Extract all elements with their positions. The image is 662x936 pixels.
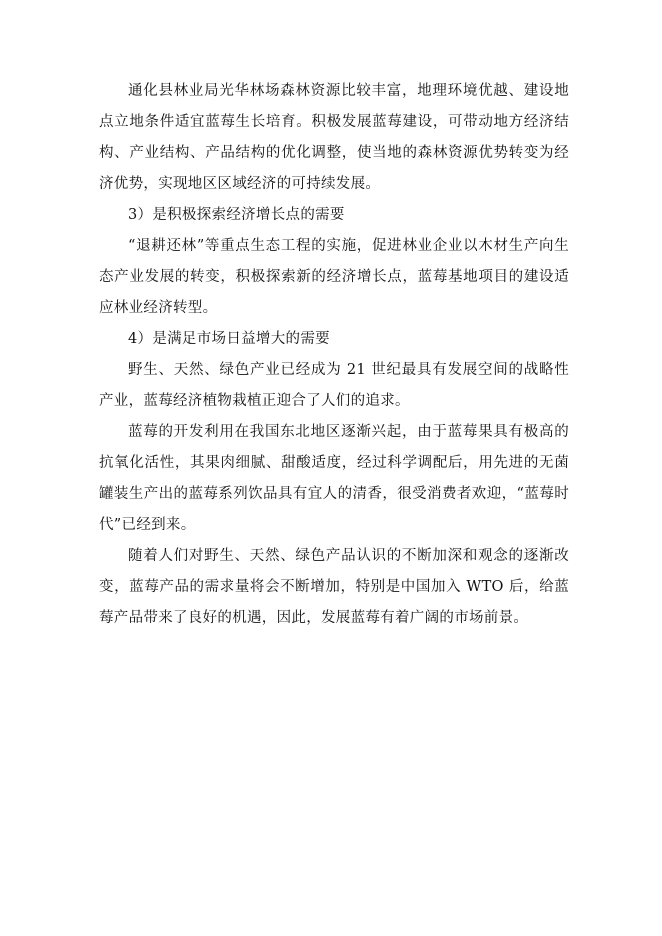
paragraph-growth-point: “退耕还林”等重点生态工程的实施，促进林业企业以木材生产向生态产业发展的转变，积极探索新的经济增长点，蓝莓基地项目的建设适应林业经济转型。	[99, 238, 569, 316]
document-body	[99, 76, 569, 634]
paragraph-resources: 通化县林业局光华林场森林资源比较丰富，地理环境优越、建设地点立地条件适宜蓝莓生长培育。积极发展蓝莓建设，可带动地方经济结构、产业结构、产品结构的优化调整，使当地的森林资源优势转变为经济优势，实现地区区域经济的可持续发展。	[99, 83, 569, 192]
section-heading-3: 3）是积极探索经济增长点的需要	[128, 207, 345, 223]
paragraph-development: 蓝莓的开发利用在我国东北地区逐渐兴起，由于蓝莓果具有极高的抗氧化活性，其果肉细腻、甜酸适度，经过科学调配后，用先进的无菌罐装生产出的蓝莓系列饮品具有宜人的清香，很受消费者欢迎，“蓝莓时代”已经到来。	[99, 424, 569, 533]
section-heading-4: 4）是满足市场日益增大的需要	[128, 331, 330, 347]
paragraph-green-industry: 野生、天然、绿色产业已经成为 21 世纪最具有发展空间的战略性产业，蓝莓经济植物栽植正迎合了人们的追求。	[99, 362, 569, 409]
paragraph-market-outlook: 随着人们对野生、天然、绿色产品认识的不断加深和观念的逐渐改变，蓝莓产品的需求量将会不断增加，特别是中国加入 WTO 后，给蓝莓产品带来了良好的机遇，因此，发展蓝莓有着广阔的市场前景。	[99, 548, 569, 626]
